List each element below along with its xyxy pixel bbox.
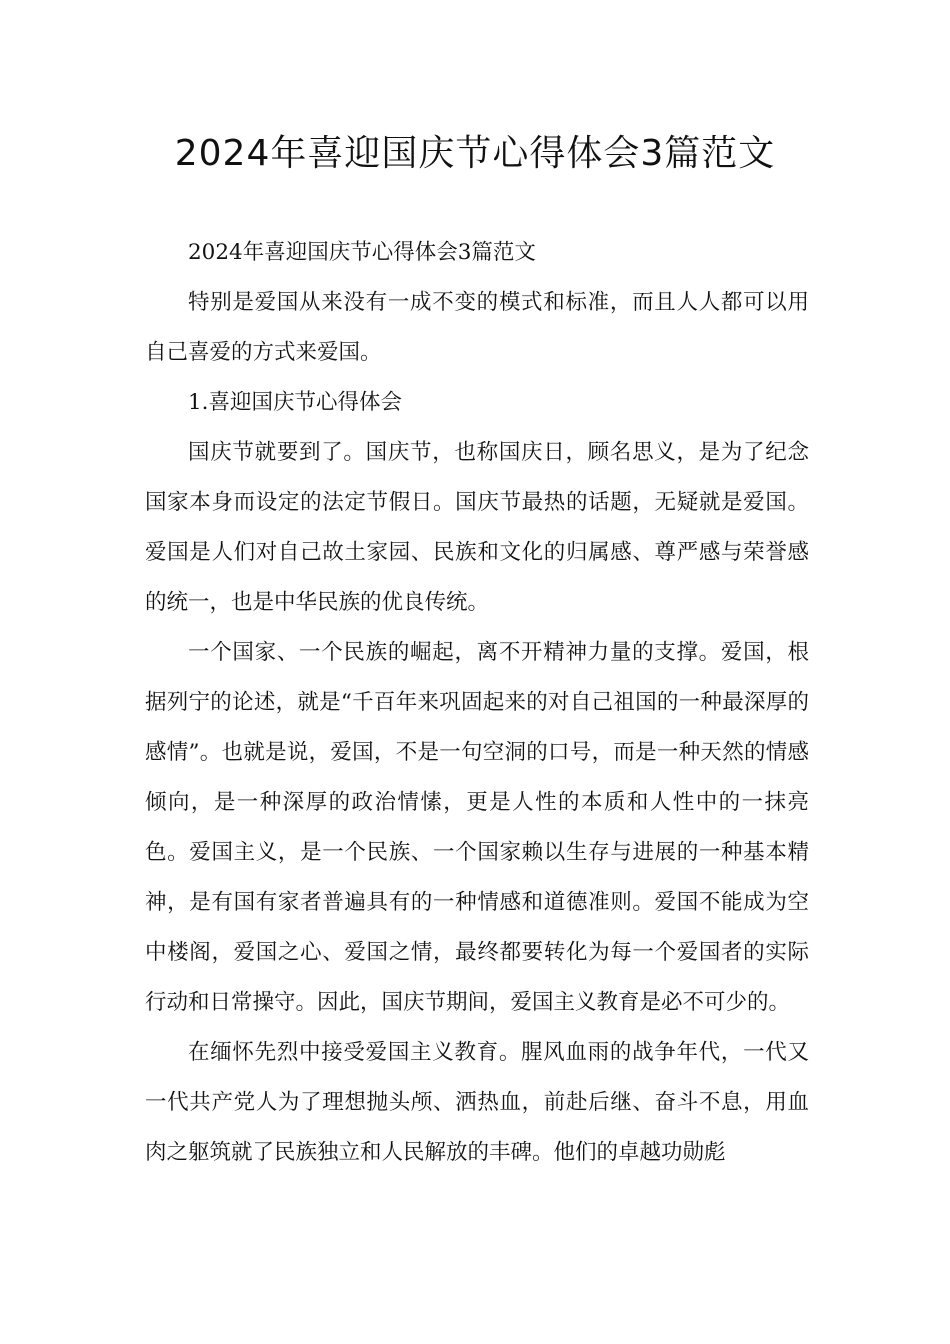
section-heading-1: 1.喜迎国庆节心得体会	[188, 390, 403, 415]
paragraph-subtitle: 2024年喜迎国庆节心得体会3篇范文	[188, 240, 536, 265]
document-title: 2024年喜迎国庆节心得体会3篇范文	[174, 133, 776, 174]
paragraph: 在缅怀先烈中接受爱国主义教育。腥风血雨的战争年代，一代又一代共产党人为了理想抛头颅、洒热血，前赴后继、奋斗不息，用血肉之躯筑就了民族独立和人民解放的丰碑。他们的卓越功勋彪	[145, 1040, 809, 1165]
paragraph-intro: 特别是爱国从来没有一成不变的模式和标准，而且人人都可以用自己喜爱的方式来爱国。	[145, 290, 809, 365]
document-body	[145, 228, 809, 1178]
paragraph: 一个国家、一个民族的崛起，离不开精神力量的支撑。爱国，根据列宁的论述，就是“千百年来巩固起来的对自己祖国的一种最深厚的感情”。也就是说，爱国，不是一句空洞的口号，而是一种天然的情感倾向，是一种深厚的政治情愫，更是人性的本质和人性中的一抹亮色。爱国主义，是一个民族、一个国家赖以生存与进展的一种基本精神，是有国有家者普遍具有的一种情感和道德准则。爱国不能成为空中楼阁，爱国之心、爱国之情，最终都要转化为每一个爱国者的实际行动和日常操守。因此，国庆节期间，爱国主义教育是必不可少的。	[145, 640, 809, 1015]
paragraph: 国庆节就要到了。国庆节，也称国庆日，顾名思义，是为了纪念国家本身而设定的法定节假日。国庆节最热的话题，无疑就是爱国。爱国是人们对自己故土家园、民族和文化的归属感、尊严感与荣誉感的统一，也是中华民族的优良传统。	[145, 440, 809, 615]
